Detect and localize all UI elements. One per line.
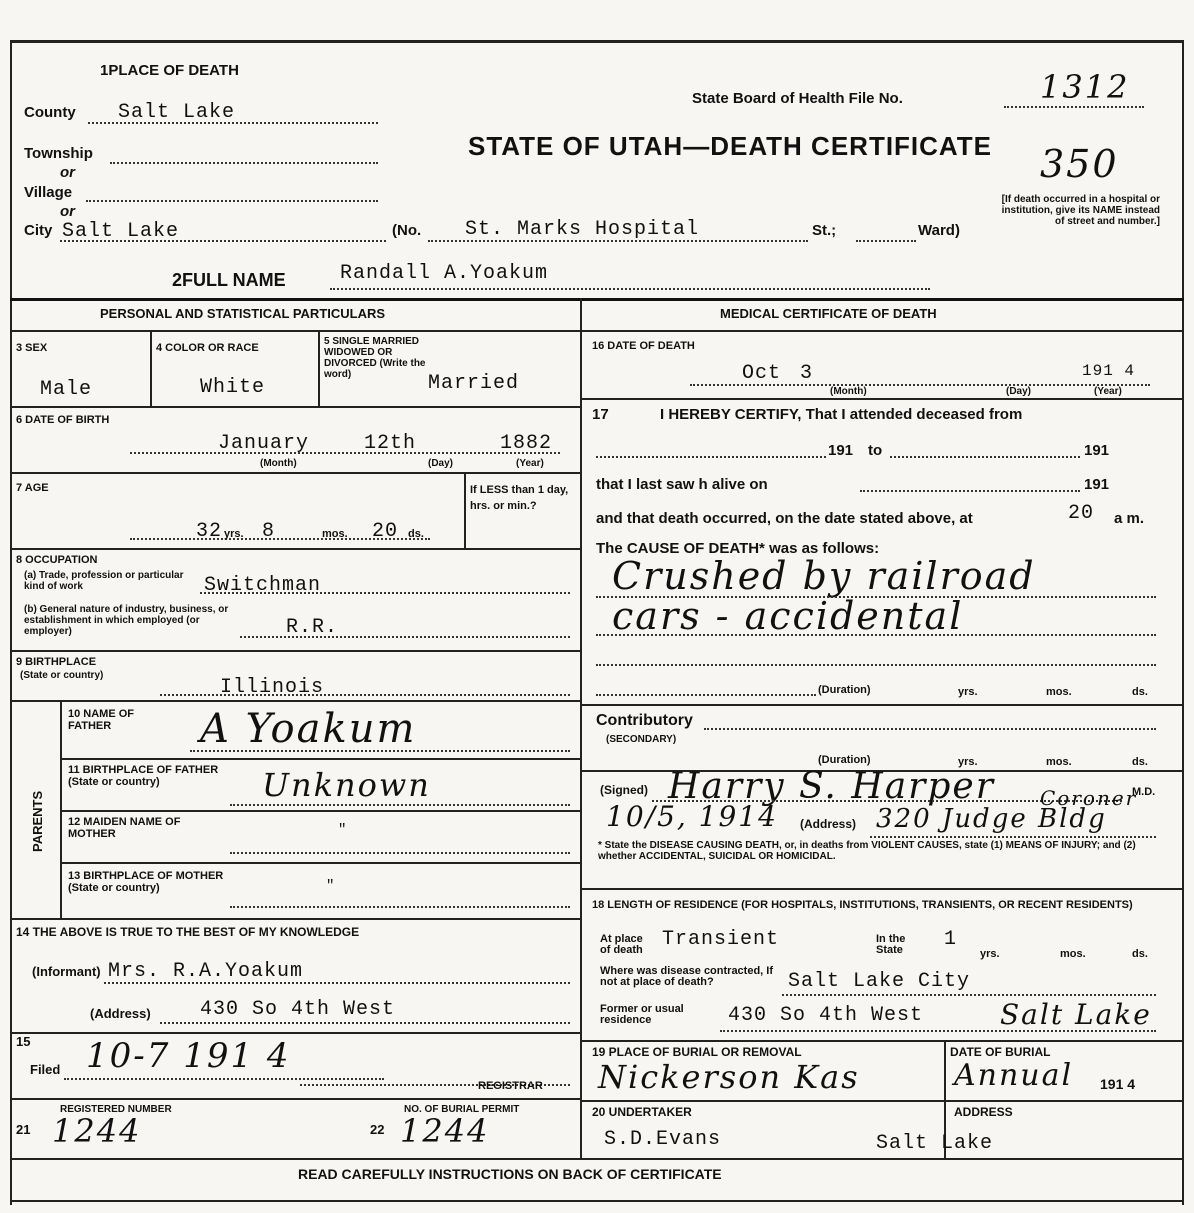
informant-header: 14 THE ABOVE IS TRUE TO THE BEST OF MY KNOWLEDGE — [16, 925, 360, 939]
sign-address-value: 320 Judge Bldg — [876, 804, 1107, 834]
occ-b-value: R.R. — [286, 616, 339, 639]
place-of-death-label: 1PLACE OF DEATH — [100, 62, 239, 79]
parents-label: PARENTS — [30, 790, 45, 852]
father-value: A Yoakum — [200, 706, 417, 752]
burial-date-value: Annual — [954, 1058, 1074, 1093]
occ-a-value: Switchman — [204, 574, 322, 597]
signed-value: Harry S. Harper — [668, 766, 995, 807]
sex-value: Male — [40, 378, 93, 401]
informant-address-value: 430 So 4th West — [200, 998, 396, 1021]
hospital-note: [If death occurred in a hospital or institution, give its NAME instead of street and number.] — [1001, 194, 1160, 227]
undertaker-value: S.D.Evans — [604, 1128, 722, 1151]
color-label: 4 COLOR OR RACE — [156, 342, 259, 354]
dob-year: 1882 — [500, 432, 553, 455]
former-value: 430 So 4th West — [728, 1004, 924, 1027]
at-place-value: Transient — [662, 928, 780, 951]
hospital-value: St. Marks Hospital — [465, 218, 700, 241]
death-time: 20 — [1068, 502, 1095, 525]
full-name-label: 2FULL NAME — [172, 270, 286, 290]
age-label: 7 AGE — [16, 482, 49, 494]
dob-label: 6 DATE OF BIRTH — [16, 414, 110, 426]
dod-month: Oct — [742, 362, 782, 385]
age-months: 8 — [262, 520, 276, 543]
village-label: Village — [24, 184, 73, 201]
full-name-value: Randall A.Yoakum — [340, 262, 549, 285]
right-border — [1182, 40, 1184, 1205]
burial-place-value: Nickerson Kas — [598, 1058, 860, 1096]
cause-line-1: Crushed by railroad — [612, 554, 1036, 598]
margin-number: 350 — [1040, 142, 1119, 186]
occupation-label: 8 OCCUPATION — [16, 554, 98, 566]
state-note: * State the DISEASE CAUSING DEATH, or, in deaths from VIOLENT CAUSES, state (1) MEANS OF INJURY; and (2) whether ACCIDENTAL, SUICIDAL OR HOMICIDAL. — [598, 840, 1136, 862]
mother-label: 12 MAIDEN NAME OF MOTHER — [68, 816, 181, 840]
city-label: City — [24, 222, 53, 239]
dob-month: January — [218, 432, 310, 455]
county-label: County — [24, 104, 76, 121]
dod-day: 3 — [800, 362, 814, 385]
coroner-note: Coroner — [1040, 786, 1138, 810]
less-than-day: If LESS than 1 day, hrs. or min.? — [470, 484, 569, 512]
father-birthplace-value: Unknown — [262, 766, 431, 804]
undertaker-address-label: ADDRESS — [954, 1105, 1013, 1119]
birthplace-value: Illinois — [220, 676, 325, 699]
cause-header: The CAUSE OF DEATH* was as follows: — [596, 540, 880, 557]
certificate-title: STATE OF UTAH—DEATH CERTIFICATE — [468, 131, 992, 161]
contracted-value: Salt Lake City — [788, 970, 971, 993]
birthplace-label: 9 BIRTHPLACE — [16, 656, 97, 668]
city-value: Salt Lake — [62, 220, 180, 243]
in-state-value: 1 — [944, 928, 958, 951]
footer-instructions: READ CAREFULLY INSTRUCTIONS ON BACK OF CERTIFICATE — [298, 1166, 722, 1182]
sign-date: 10/5, 1914 — [606, 800, 778, 833]
filed-value: 10-7 191 4 — [86, 1036, 291, 1076]
death-certificate: 1PLACE OF DEATH County Salt Lake Township or Village or City Salt Lake (No. St. Marks Hospital St.; Ward) State Board of Health File No. 1312 STATE OF UTAH—DEATH CERTIFICATE 350 [If death occurred in a hospital or institution, give its NAME instead of street and number.] 2FULL NAME Randall A.Yoakum PERSONAL AND STATISTICAL PARTICULARS 3 SEX Male 4 COLOR OR RACE White 5 SINGLE MARRIED WIDOWED OR DIVORCED (Write the word) Married 6 DATE OF BIRTH January 12th 1882 (Month) (Day) (Year) 7 AGE 32 yrs. 8 mos. 20 ds. If LESS than 1 day, hrs. or min.? 8 OCCUPATION (a) Trade, profession or particular kind of work Switchman (b) General nature of industry, business, or establishment in which employed (or employer) R.R. 9 BIRTHPLACE (State or country) Illinois PARENTS 10 NAME OF FATHER A Yoakum 11 BIRTHPLACE OF FATHER (State or country) Unknown 12 MAIDEN NAME OF MOTHER " 13 BIRTHPLACE OF MOTHER (State or country) " 14 THE ABOVE IS TRUE TO THE BEST OF MY KNOWLEDGE (Informant) Mrs. R.A.Yoakum (Address) 430 So 4th West 15 Filed 10-7 191 4 REGISTRAR REGISTERED NUMBER 21 1244 NO. OF BURIAL PERMIT 22 1244 MEDICAL CERTIFICATE OF DEATH 16 DATE OF DEATH Oct 3 191 4 (Month) (Day) (Year) 17 I HEREBY CERTIFY, That I attended deceased from 191 to 191 that I last saw h alive on 191 and that death occurred, on the date stated above, at 20 a m. The CAUSE OF DEATH* was as follows: Crushed by railroad cars - accidental (Duration) yrs. mos. ds. Contributory (SECONDARY) (Duration) yrs. mos. ds. (Signed) Harry S. Harper M.D. Coroner 10/5, 1914 (Address) 320 Judge Bldg * State the DISEASE CAUSING DEATH, or, in deaths from VIOLENT CAUSES, state (1) MEANS OF INJURY; and (2) whether ACCIDENTAL, SUICIDAL OR HOMICIDAL. 18 LENGTH OF RESIDENCE (FOR HOSPITALS, INSTITUTIONS, TRANSIENTS, OR RECENT RESIDENTS) At place of death Transient In the State 1 yrs. mos. ds. Where was disease contracted, If not at place of death? Salt Lake City Former or usual residence 430 So 4th West Salt Lake 19 PLACE OF BURIAL OR REMOVAL Nickerson Kas DATE OF BURIAL Annual 191 4 20 UNDERTAKER S.D.Evans ADDRESS Salt Lake READ CAREFULLY INSTRUCTIONS ON BACK OF CERTIFICATE — [0, 0, 1194, 1213]
marital-label: 5 SINGLE MARRIED WIDOWED OR DIVORCED (Write the word) — [324, 336, 426, 380]
informant-value: Mrs. R.A.Yoakum — [108, 960, 304, 983]
dod-label: 16 DATE OF DEATH — [592, 340, 695, 352]
burial-permit-value: 1244 — [400, 1112, 490, 1150]
reg-number-value: 1244 — [52, 1112, 142, 1150]
county-value: Salt Lake — [118, 101, 236, 124]
age-days: 20 — [372, 520, 399, 543]
mother-birthplace-value: " — [326, 878, 336, 894]
file-label: State Board of Health File No. — [692, 90, 903, 107]
filed-label: Filed — [30, 1062, 61, 1077]
dod-year: 191 4 — [1082, 362, 1136, 380]
center-divider — [580, 298, 582, 1158]
sex-label: 3 SEX — [16, 342, 48, 354]
father-label: 10 NAME OF FATHER — [68, 708, 135, 732]
medical-section-title: MEDICAL CERTIFICATE OF DEATH — [720, 306, 937, 321]
father-birthplace-label: 11 BIRTHPLACE OF FATHER (State or country) — [68, 764, 219, 788]
former-hand: Salt Lake — [1000, 998, 1152, 1031]
burial-place-label: 19 PLACE OF BURIAL OR REMOVAL — [592, 1045, 802, 1059]
personal-section-title: PERSONAL AND STATISTICAL PARTICULARS — [100, 306, 386, 321]
top-border — [10, 40, 1184, 43]
left-border — [10, 40, 12, 1205]
cause-line-2: cars - accidental — [612, 594, 964, 638]
dob-day: 12th — [364, 432, 417, 455]
registrar-label: REGISTRAR — [478, 1080, 543, 1092]
undertaker-label: 20 UNDERTAKER — [592, 1105, 692, 1119]
mother-value: " — [338, 822, 348, 838]
age-years: 32 — [196, 520, 223, 543]
township-label: Township — [24, 145, 93, 162]
contributory-label: Contributory — [596, 712, 693, 729]
burial-date-label: DATE OF BURIAL — [950, 1045, 1051, 1059]
color-value: White — [200, 376, 266, 399]
undertaker-address-value: Salt Lake — [876, 1132, 994, 1155]
marital-value: Married — [428, 372, 520, 395]
certify-text: I HEREBY CERTIFY, That I attended deceased from — [660, 406, 1023, 423]
residence-label: 18 LENGTH OF RESIDENCE (FOR HOSPITALS, INSTITUTIONS, TRANSIENTS, OR RECENT RESIDENTS) — [592, 899, 1133, 911]
mother-birthplace-label: 13 BIRTHPLACE OF MOTHER (State or country) — [68, 870, 224, 894]
file-number: 1312 — [1040, 68, 1130, 106]
